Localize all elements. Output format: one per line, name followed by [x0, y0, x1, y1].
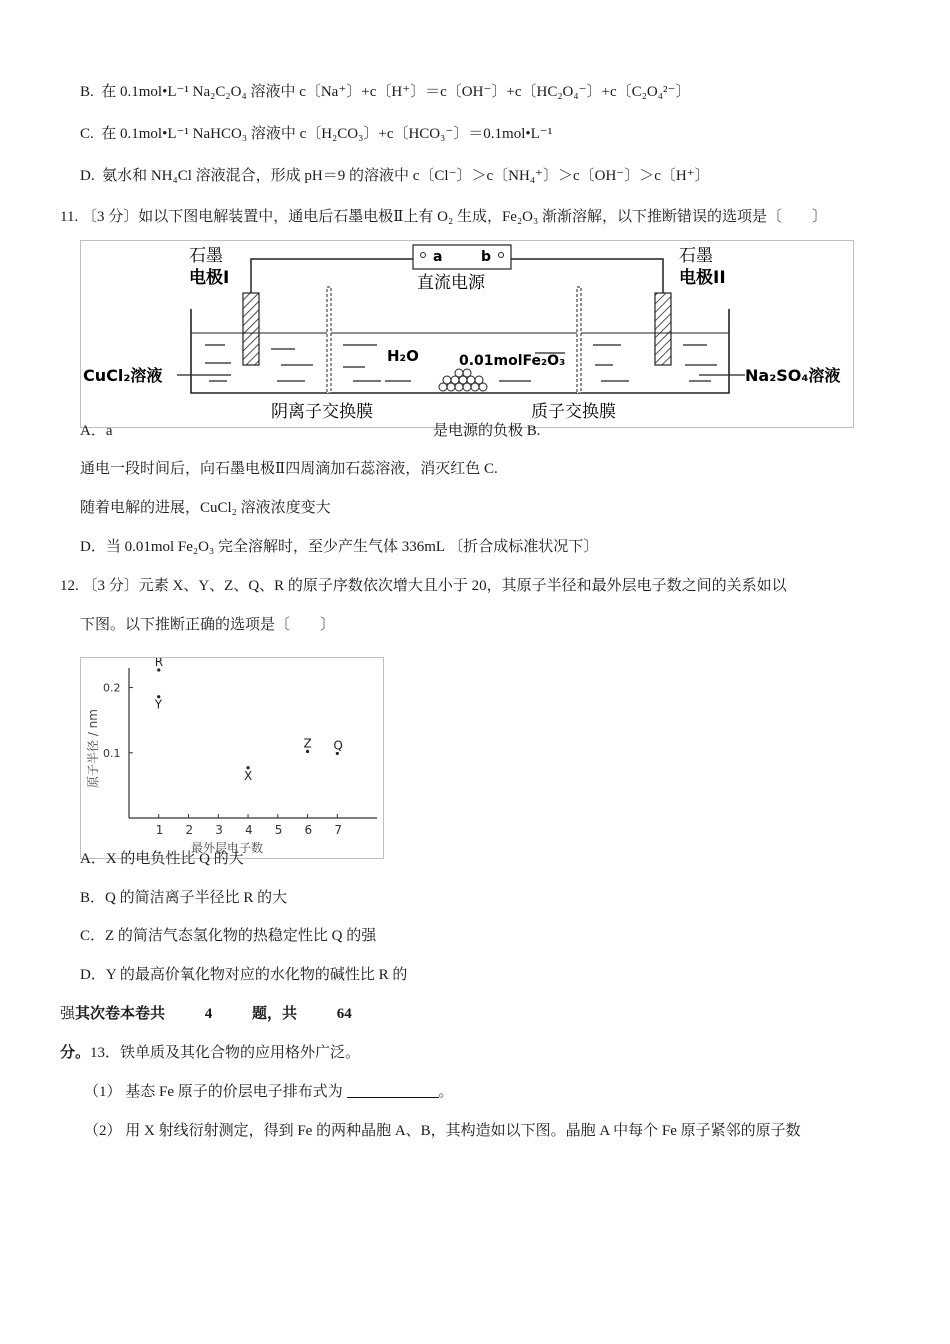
question-13-part-1 [84, 1082, 454, 1102]
option-label: D. [80, 168, 95, 184]
option-d-q10 [80, 166, 710, 186]
electrolysis-diagram [81, 241, 853, 427]
q13-intro-text: 13．铁单质及其化合物的应用格外广泛。 [90, 1045, 361, 1061]
x-tick-label-7: 7 [334, 823, 342, 837]
question-11-stem: 11. 〔3 分〕如以下图电解装置中，通电后石墨电极Ⅱ上有 O₂ 生成，Fe₂O₃ 渐渐溶解，以下推断错误的选项是〔 〕 [60, 209, 827, 225]
point-label-X: X [244, 768, 253, 783]
x-tick-label-5: 5 [274, 823, 283, 837]
fe2o3-label: 0.01molFe₂O₃ [459, 353, 566, 369]
anion-membrane [327, 287, 331, 393]
section-prefix: 强 [60, 1006, 76, 1022]
x-tick-label-2: 2 [185, 823, 194, 837]
na2so4-solution-label: Na₂SO₄溶液 [745, 366, 841, 385]
graphite-electrode-1 [243, 293, 259, 365]
option-text: 在 0.1mol•L⁻¹ Na₂C₂O₄ 溶液中 c〔Na⁺〕+c〔H⁺〕＝c〔OH⁻〕+c〔HC₂O₄⁻〕+c〔C₂O₄²⁻〕 [101, 84, 691, 100]
electrode-right-label-2: 电极II [679, 268, 726, 288]
option-d-q11: D．当 0.01mol Fe₂O₃ 完全溶解时，至少产生气体 336mL 〔折合成标准状况下〕 [80, 539, 599, 555]
point-label-R: R [154, 658, 164, 669]
x-tick-label-4: 4 [245, 823, 253, 837]
question-13-part-2: （2） 用 X 射线衍射测定，得到 Fe 的两种晶胞 A、B，其构造如以下图。晶胞 A 中每个 Fe 原子紧邻的原子数 [84, 1123, 801, 1139]
option-text: 在 0.1mol•L⁻¹ NaHCO₃ 溶液中 c〔H₂CO₃〕+c〔HCO₃⁻〕＝0.1mol•L⁻¹ [101, 126, 553, 142]
x-axis-label: 最外层电子数 [191, 841, 264, 855]
section-label: 其次卷本卷共 [75, 1006, 166, 1022]
answer-blank[interactable] [347, 1083, 439, 1098]
point-label-Q: Q [333, 738, 343, 753]
anion-membrane-label: 阴离子交换膜 [271, 402, 373, 422]
y-tick-label-0.1: 0.1 [103, 746, 121, 760]
electrode-left-label-2: 电极I [189, 268, 230, 288]
option-a-q11-end: 是电源的负极 B. [433, 423, 541, 439]
power-terminal-b: b [481, 249, 492, 265]
question-12-stem-2: 下图。以下推断正确的选项是〔 〕 [80, 617, 336, 633]
option-c-q12: C．Z 的简洁气态氢化物的热稳定性比 Q 的强 [80, 928, 377, 944]
question-13-intro [60, 1043, 360, 1063]
x-tick-label-3: 3 [215, 823, 223, 837]
x-tick-label-6: 6 [304, 823, 313, 837]
power-box [413, 245, 511, 269]
option-b-q12: B．Q 的简洁离子半径比 R 的大 [80, 890, 288, 906]
option-c-q11: 随着电解的进展，CuCl₂ 溶液浓度变大 [80, 500, 331, 516]
section-unit: 题，共 [252, 1006, 298, 1022]
option-a-q11 [80, 421, 113, 441]
power-terminal-a: a [433, 249, 443, 265]
power-label: 直流电源 [417, 273, 485, 293]
section-score: 64 [336, 1006, 352, 1022]
fe2o3-pellets [439, 369, 487, 391]
option-a-start: A．a [80, 423, 113, 439]
y-tick-label-0.2: 0.2 [103, 681, 121, 695]
section-2-header [60, 1004, 352, 1024]
option-c-q10 [80, 124, 552, 144]
point-label-Z: Z [303, 736, 312, 751]
option-label: B. [80, 84, 94, 100]
electrode-left-label-1: 石墨 [189, 246, 223, 266]
y-axis-label: 原子半径 / nm [86, 709, 100, 788]
wire-right [511, 259, 663, 293]
option-b-q10 [80, 82, 690, 102]
option-d-q12: D．Y 的最高价氧化物对应的水化物的碱性比 R 的 [80, 967, 408, 983]
option-b-q11: 通电一段时间后，向石墨电极Ⅱ四周滴加石蕊溶液，消灭红色 C. [80, 461, 498, 477]
cucl2-solution-label: CuCl₂溶液 [83, 366, 163, 385]
option-text: 氨水和 NH₄Cl 溶液混合，形成 pH＝9 的溶液中 c〔Cl⁻〕＞c〔NH₄⁺〕＞c〔OH⁻〕＞c〔H⁺〕 [102, 168, 710, 184]
electrolysis-figure [80, 240, 854, 428]
point-label-Y: Y [154, 697, 163, 712]
graphite-electrode-2 [655, 293, 671, 365]
electrode-right-label-1: 石墨 [679, 246, 713, 266]
proton-membrane [577, 287, 581, 393]
option-label: C. [80, 126, 94, 142]
question-12-stem-1: 12. 〔3 分〕元素 X、Y、Z、Q、R 的原子序数依次增大且小于 20，其原子半径和最外层电子数之间的关系如以 [60, 578, 787, 594]
x-tick-label-1: 1 [155, 823, 164, 837]
part-1-text: （1） 基态 Fe 原子的价层电子排布式为 [84, 1084, 343, 1100]
wire-left [251, 259, 413, 293]
proton-membrane-label: 质子交换膜 [531, 402, 616, 422]
part-1-end: 。 [438, 1084, 454, 1100]
section-count: 4 [204, 1006, 213, 1022]
section-score-unit: 分。 [60, 1045, 91, 1061]
atomic-radius-chart [80, 657, 384, 859]
water-label: H₂O [387, 347, 419, 365]
option-a-q12: A．X 的电负性比 Q 的大 [80, 851, 244, 867]
scatter-chart [81, 658, 383, 858]
